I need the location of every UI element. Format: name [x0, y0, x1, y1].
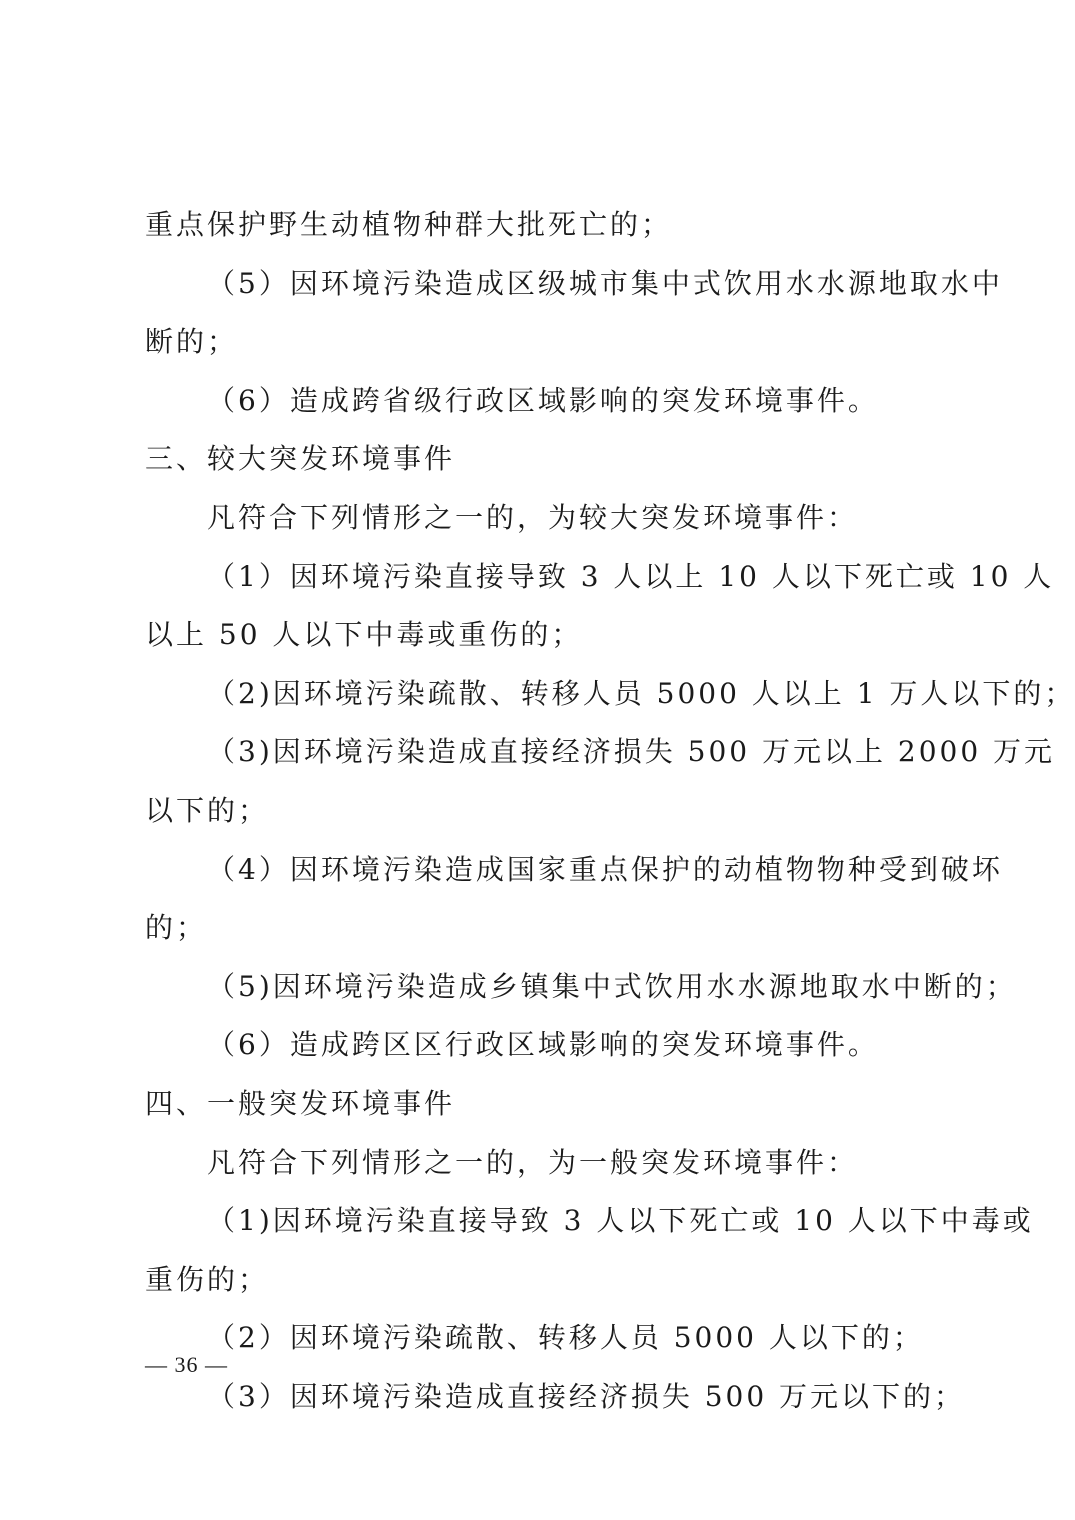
paragraph-line: 以上 50 人以下中毒或重伤的； — [145, 618, 583, 652]
list-item-2: （2)因环境污染疏散、转移人员 5000 人以上 1 万人以下的； — [207, 676, 1075, 710]
page-number: — 36 — — [145, 1352, 228, 1377]
list-item-1: （1）因环境污染直接导致 3 人以上 10 人以下死亡或 10 人 — [207, 559, 1055, 593]
list-item-5: （5)因环境污染造成乡镇集中式饮用水水源地取水中断的； — [207, 969, 1017, 1003]
list-item-6: （6）造成跨省级行政区域影响的突发环境事件。 — [207, 383, 879, 417]
paragraph-line: 重点保护野生动植物种群大批死亡的； — [145, 208, 673, 241]
section-intro: 凡符合下列情形之一的，为较大突发环境事件： — [207, 500, 859, 534]
document-body — [145, 196, 1075, 1426]
list-item-5: （5）因环境污染造成区级城市集中式饮用水水源地取水中 — [207, 266, 1003, 300]
section-heading-3: 三、较大突发环境事件 — [145, 442, 456, 476]
paragraph-line: 断的； — [145, 325, 239, 359]
paragraph-line: 重伤的； — [145, 1262, 270, 1296]
section-heading-4: 四、一般突发环境事件 — [145, 1086, 456, 1120]
list-item-6: （6）造成跨区区行政区域影响的突发环境事件。 — [207, 1028, 879, 1062]
list-item-3: （3）因环境污染造成直接经济损失 500 万元以下的； — [207, 1379, 966, 1413]
list-item-3: （3)因环境污染造成直接经济损失 500 万元以上 2000 万元 — [207, 735, 1056, 769]
list-item-2: （2）因环境污染疏散、转移人员 5000 人以下的； — [207, 1321, 924, 1355]
list-item-1: （1)因环境污染直接导致 3 人以下死亡或 10 人以下中毒或 — [207, 1204, 1034, 1238]
paragraph-line: 的； — [145, 911, 208, 945]
list-item-4: （4）因环境污染造成国家重点保护的动植物物种受到破坏 — [207, 852, 1003, 886]
section-intro: 凡符合下列情形之一的，为一般突发环境事件： — [207, 1145, 859, 1179]
paragraph-line: 以下的； — [145, 793, 270, 827]
